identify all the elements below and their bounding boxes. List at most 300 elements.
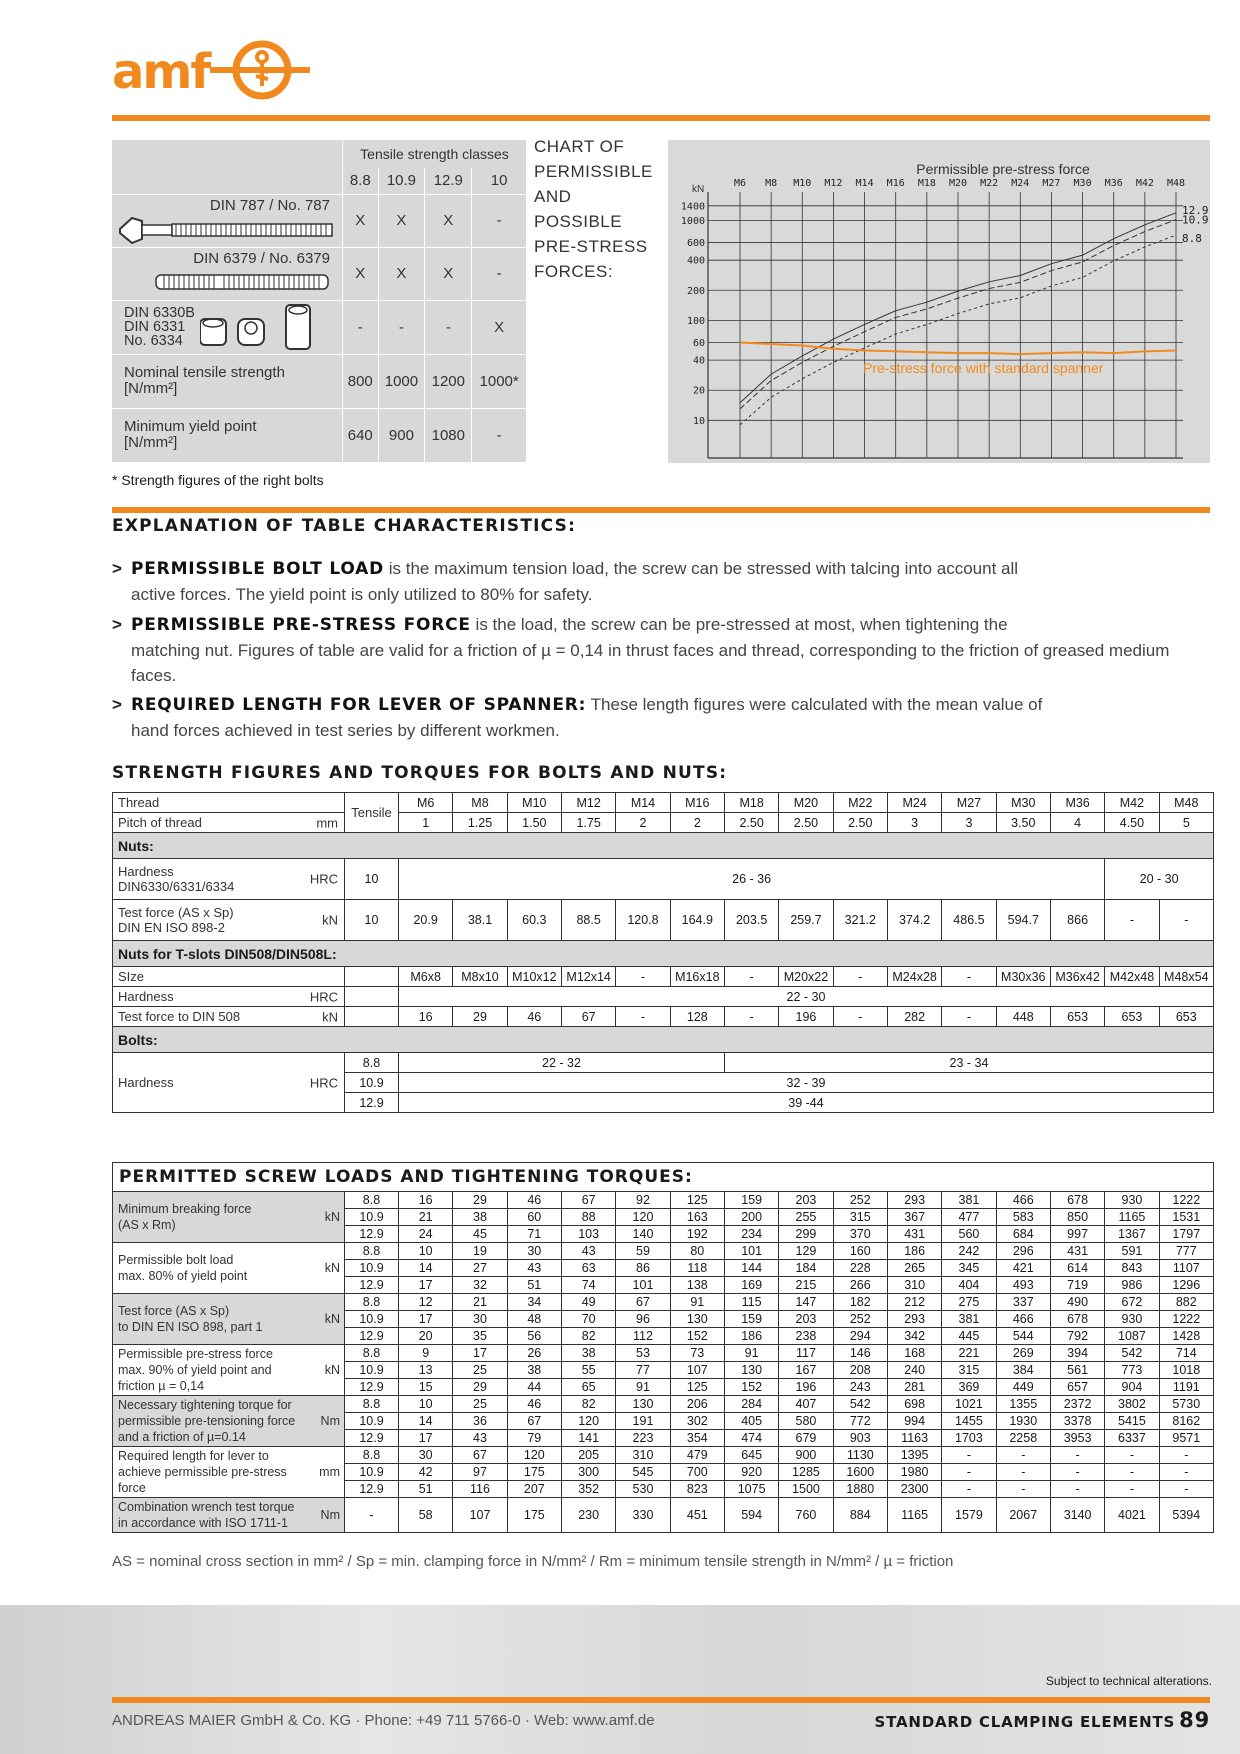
value-cell: 67 (616, 1294, 670, 1311)
din508-label: Test force to DIN 508 kN (113, 1007, 345, 1027)
value-cell: 184 (779, 1260, 833, 1277)
value-cell: 6337 (1105, 1430, 1159, 1447)
value-cell: 46 (507, 1192, 561, 1209)
value-cell: 672 (1105, 1294, 1159, 1311)
value-cell: 44 (507, 1379, 561, 1396)
value-cell: - (1105, 1464, 1159, 1481)
value-cell: 678 (1050, 1192, 1104, 1209)
value-cell: 138 (670, 1277, 724, 1294)
value-cell: 120 (561, 1413, 615, 1430)
class-cell: 10.9 (345, 1413, 399, 1430)
value-cell: 152 (724, 1379, 778, 1396)
value-cell: 337 (996, 1294, 1050, 1311)
value-cell: 234 (724, 1226, 778, 1243)
value-cell: 38 (561, 1345, 615, 1362)
value-cell: 1531 (1159, 1209, 1213, 1226)
strength-footnote: * Strength figures of the right bolts (112, 472, 324, 488)
value-cell: 14 (399, 1260, 453, 1277)
class-cell: 8.8 (345, 1192, 399, 1209)
value-cell: 82 (561, 1396, 615, 1413)
value-cell: 994 (887, 1413, 941, 1430)
value-cell: 15 (399, 1379, 453, 1396)
value-cell: 583 (996, 1209, 1050, 1226)
value-cell: 130 (670, 1311, 724, 1328)
value-cell: 449 (996, 1379, 1050, 1396)
value-cell: - (942, 1464, 996, 1481)
value-cell: 284 (724, 1396, 778, 1413)
row-min-yield: Minimum yield point [N/mm²] (112, 408, 343, 462)
x-tick-label: M42 (1135, 178, 1154, 189)
value-cell: 421 (996, 1260, 1050, 1277)
value-cell: 147 (779, 1294, 833, 1311)
class-cell: 12.9 (345, 1379, 399, 1396)
value-cell: 196 (779, 1379, 833, 1396)
value-cell: 29 (453, 1379, 507, 1396)
footer-rule (112, 1697, 1210, 1703)
value-cell: 21 (453, 1294, 507, 1311)
y-tick-label: 10 (692, 415, 705, 427)
value-cell: 117 (779, 1345, 833, 1362)
series-label: 10.9 (1182, 213, 1209, 227)
value-cell: 206 (670, 1396, 724, 1413)
value-cell: 352 (561, 1481, 615, 1498)
value-cell: 16 (399, 1192, 453, 1209)
class-cell: 8.8 (345, 1396, 399, 1413)
value-cell: 580 (779, 1413, 833, 1430)
amf-logo (110, 36, 310, 106)
value-cell: 777 (1159, 1243, 1213, 1260)
value-cell: 700 (670, 1464, 724, 1481)
nut-hardness-label: Hardness DIN6330/6331/6334 HRC (113, 859, 345, 900)
value-cell: 255 (779, 1209, 833, 1226)
footer-section: STANDARD CLAMPING ELEMENTS 89 (874, 1708, 1210, 1732)
value-cell: 212 (887, 1294, 941, 1311)
value-cell: 86 (616, 1260, 670, 1277)
table-row (113, 1498, 1214, 1533)
class-header: 8.8 (343, 168, 379, 194)
value-cell: 930 (1105, 1192, 1159, 1209)
value-cell: 1191 (1159, 1379, 1213, 1396)
value-cell: 17 (453, 1345, 507, 1362)
value-cell: 300 (561, 1464, 615, 1481)
tensile-class-table: Tensile strength classes 8.8 10.9 12.9 10 DIN 787 / No. 787 X X X - DIN 6379 / No. 6379 X X X - DIN 6330B DIN 6331 No. 6334 - - - X Nominal tensile strength [N/mm²] 800 1000 1200 1000* Minimum yield point [N/mm²] 640 900 1080 - (112, 140, 526, 462)
table-row (113, 1396, 1214, 1413)
value-cell: 159 (724, 1192, 778, 1209)
value-cell: 140 (616, 1226, 670, 1243)
value-cell: 1455 (942, 1413, 996, 1430)
value-cell: 792 (1050, 1328, 1104, 1345)
y-tick-label: 1000 (680, 215, 705, 227)
value-cell: 82 (561, 1328, 615, 1345)
value-cell: 594 (724, 1498, 778, 1533)
class-cell: 10.9 (345, 1464, 399, 1481)
value-cell: 315 (942, 1362, 996, 1379)
nut-test-label: Test force (AS x Sp) DIN EN ISO 898-2 kN (113, 900, 345, 941)
x-tick-label: M6 (733, 178, 747, 189)
value-cell: 843 (1105, 1260, 1159, 1277)
value-cell: 101 (616, 1277, 670, 1294)
value-cell: 101 (724, 1243, 778, 1260)
explanation-item: > PERMISSIBLE PRE-STRESS FORCE is the load, the screw can be pre-stressed at most, when tightening the matching nut. Figures of table are valid for a friction of µ = 0,14 in thrust faces and thread, corresponding to the friction of greased medium faces. (112, 615, 1170, 685)
value-cell: 9 (399, 1345, 453, 1362)
value-cell: 51 (507, 1277, 561, 1294)
value-cell: 930 (1105, 1311, 1159, 1328)
value-cell: 4021 (1105, 1498, 1159, 1533)
class-cell: 8.8 (345, 1447, 399, 1464)
value-cell: 59 (616, 1243, 670, 1260)
series-label: 8.8 (1182, 232, 1202, 246)
value-cell: 404 (942, 1277, 996, 1294)
row-group-label: Permissible bolt load max. 80% of yield point kN (113, 1243, 345, 1294)
value-cell: 55 (561, 1362, 615, 1379)
strength-table: Thread Tensile M6 M8 M10 M12 M14 M16 M18 M20 M22 M24 M27 M30 M36 M42 M48 Pitch of thread mm 1 1.25 1.50 1.75 2 2 2.50 2.50 2.50 3 3 3.50 4 4.50 5 Nuts: Hardness DIN6330/6331/6334 HRC 10 26 - 36 20 - 30 Test force (AS x Sp) DIN EN ISO 898-2 kN 10 20.9 38.1 60.3 88.5 120.8 164.9 203.5 259.7 321.2 374.2 486.5 594.7 866 - - Nuts for T-slots DIN508/DIN508L: SIze M6x8 M8x10 M10x12 M12x14 - M16x18 - M20x22 - M24x28 - M30x36 M36x42 M42x48 M48x54 Hardness HRC 22 - 30 Test force to DIN 508 kN 16 29 46 67 - 128 - 196 - 282 - 448 653 653 653 Bolts: Hardness HRC 8.8 22 - 32 23 - 34 10.9 32 - 39 12.9 39 -44 (112, 792, 1214, 1113)
table-row (113, 1345, 1214, 1362)
value-cell: 125 (670, 1192, 724, 1209)
table-row (113, 1243, 1214, 1260)
y-tick-label: 200 (686, 285, 705, 297)
value-cell: 91 (724, 1345, 778, 1362)
footer-company: ANDREAS MAIER GmbH & Co. KG · Phone: +49 711 5766-0 · Web: www.amf.de (112, 1712, 655, 1729)
value-cell: 354 (670, 1430, 724, 1447)
stud-6379-icon (154, 272, 334, 292)
value-cell: 17 (399, 1277, 453, 1294)
subject-note: Subject to technical alterations. (1045, 1674, 1212, 1688)
value-cell: 175 (507, 1498, 561, 1533)
value-cell: 381 (942, 1192, 996, 1209)
y-tick-label: 100 (686, 315, 705, 327)
class-cell: 12.9 (345, 1277, 399, 1294)
value-cell: - (1159, 1447, 1213, 1464)
value-cell: 1428 (1159, 1328, 1213, 1345)
value-cell: 203 (779, 1192, 833, 1209)
value-cell: 407 (779, 1396, 833, 1413)
x-tick-label: M36 (1104, 178, 1123, 189)
value-cell: 17 (399, 1311, 453, 1328)
value-cell: 88 (561, 1209, 615, 1226)
value-cell: 115 (724, 1294, 778, 1311)
y-tick-label: 20 (692, 385, 705, 397)
value-cell: 2372 (1050, 1396, 1104, 1413)
value-cell: 207 (507, 1481, 561, 1498)
value-cell: 252 (833, 1311, 887, 1328)
value-cell: 542 (1105, 1345, 1159, 1362)
value-cell: 208 (833, 1362, 887, 1379)
value-cell: 51 (399, 1481, 453, 1498)
y-tick-label: 600 (686, 238, 705, 250)
tslot-heading: Nuts for T-slots DIN508/DIN508L: (113, 941, 1214, 967)
value-cell: 760 (779, 1498, 833, 1533)
value-cell: 342 (887, 1328, 941, 1345)
row-group-label: Permissible pre-stress force max. 90% of yield point and friction µ = 0,14 kN (113, 1345, 345, 1396)
value-cell: 192 (670, 1226, 724, 1243)
value-cell: 71 (507, 1226, 561, 1243)
value-cell: 466 (996, 1192, 1050, 1209)
class-cell: 12.9 (345, 1226, 399, 1243)
x-tick-label: M20 (948, 178, 968, 189)
value-cell: 545 (616, 1464, 670, 1481)
value-cell: 186 (724, 1328, 778, 1345)
value-cell: 315 (833, 1209, 887, 1226)
value-cell: 30 (453, 1311, 507, 1328)
value-cell: 97 (453, 1464, 507, 1481)
strength-heading: STRENGTH FIGURES AND TORQUES FOR BOLTS AND NUTS: (112, 763, 728, 783)
row-nominal-tensile: Nominal tensile strength [N/mm²] (112, 354, 343, 408)
value-cell: 369 (942, 1379, 996, 1396)
value-cell: 200 (724, 1209, 778, 1226)
value-cell: 266 (833, 1277, 887, 1294)
value-cell: 293 (887, 1311, 941, 1328)
value-cell: 60 (507, 1209, 561, 1226)
logo-text: amf (112, 44, 210, 100)
value-cell: 21 (399, 1209, 453, 1226)
value-cell: 146 (833, 1345, 887, 1362)
value-cell: 657 (1050, 1379, 1104, 1396)
value-cell: 24 (399, 1226, 453, 1243)
value-cell: 445 (942, 1328, 996, 1345)
value-cell: 367 (887, 1209, 941, 1226)
value-cell: 67 (453, 1447, 507, 1464)
value-cell: 719 (1050, 1277, 1104, 1294)
value-cell: 698 (887, 1396, 941, 1413)
value-cell: 493 (996, 1277, 1050, 1294)
value-cell: 678 (1050, 1311, 1104, 1328)
value-cell: 269 (996, 1345, 1050, 1362)
value-cell: 43 (453, 1430, 507, 1447)
class-cell: 8.8 (345, 1243, 399, 1260)
value-cell: 63 (561, 1260, 615, 1277)
class-header: 12.9 (425, 168, 472, 194)
x-tick-label: M14 (855, 178, 874, 189)
value-cell: 42 (399, 1464, 453, 1481)
thread-label: Thread (113, 793, 345, 813)
value-cell: 230 (561, 1498, 615, 1533)
value-cell: 191 (616, 1413, 670, 1430)
value-cell: 30 (507, 1243, 561, 1260)
value-cell: 43 (507, 1260, 561, 1277)
x-tick-label: M16 (886, 178, 905, 189)
value-cell: 265 (887, 1260, 941, 1277)
value-cell: 14 (399, 1413, 453, 1430)
value-cell: 920 (724, 1464, 778, 1481)
value-cell: 302 (670, 1413, 724, 1430)
x-tick-label: M24 (1011, 178, 1030, 189)
value-cell: 903 (833, 1430, 887, 1447)
value-cell: 296 (996, 1243, 1050, 1260)
row-label: DIN 787 / No. 787 (209, 196, 330, 214)
value-cell: 884 (833, 1498, 887, 1533)
value-cell: 129 (779, 1243, 833, 1260)
tensile-classes-header: Tensile strength classes (343, 140, 527, 168)
value-cell: 490 (1050, 1294, 1104, 1311)
value-cell: 65 (561, 1379, 615, 1396)
value-cell: - (1050, 1481, 1104, 1498)
value-cell: 243 (833, 1379, 887, 1396)
value-cell: 34 (507, 1294, 561, 1311)
value-cell: 294 (833, 1328, 887, 1345)
value-cell: 882 (1159, 1294, 1213, 1311)
pitch-label: Pitch of thread mm (113, 813, 345, 833)
value-cell: 168 (887, 1345, 941, 1362)
value-cell: 80 (670, 1243, 724, 1260)
value-cell: 1930 (996, 1413, 1050, 1430)
value-cell: 1018 (1159, 1362, 1213, 1379)
class-header: 10.9 (378, 168, 425, 194)
table-row (113, 1294, 1214, 1311)
value-cell: 167 (779, 1362, 833, 1379)
row-group-label: Minimum breaking force (AS x Rm) kN (113, 1192, 345, 1243)
class-cell: 10.9 (345, 1311, 399, 1328)
x-tick-label: M18 (917, 178, 936, 189)
value-cell: 36 (453, 1413, 507, 1430)
value-cell: 5394 (1159, 1498, 1213, 1533)
y-tick-label: 40 (692, 355, 705, 367)
value-cell: 120 (616, 1209, 670, 1226)
value-cell: 451 (670, 1498, 724, 1533)
value-cell: 152 (670, 1328, 724, 1345)
value-cell: 73 (670, 1345, 724, 1362)
value-cell: 431 (887, 1226, 941, 1243)
value-cell: 2258 (996, 1430, 1050, 1447)
class-cell: 10.9 (345, 1209, 399, 1226)
value-cell: 1222 (1159, 1311, 1213, 1328)
value-cell: 30 (399, 1447, 453, 1464)
explanation-heading: EXPLANATION OF TABLE CHARACTERISTICS: (112, 516, 577, 536)
value-cell: 77 (616, 1362, 670, 1379)
value-cell: 904 (1105, 1379, 1159, 1396)
value-cell: 530 (616, 1481, 670, 1498)
value-cell: 986 (1105, 1277, 1159, 1294)
value-cell: 205 (561, 1447, 615, 1464)
class-cell: 10.9 (345, 1260, 399, 1277)
value-cell: 466 (996, 1311, 1050, 1328)
value-cell: 74 (561, 1277, 615, 1294)
value-cell: 474 (724, 1430, 778, 1447)
value-cell: 45 (453, 1226, 507, 1243)
value-cell: 1222 (1159, 1192, 1213, 1209)
chart-caption: CHART OF PERMISSIBLE AND POSSIBLE PRE-STRESS FORCES: (534, 137, 653, 281)
value-cell: 5730 (1159, 1396, 1213, 1413)
class-cell: 8.8 (345, 1294, 399, 1311)
value-cell: 252 (833, 1192, 887, 1209)
nuts-heading: Nuts: (113, 833, 1214, 859)
value-cell: - (1159, 1464, 1213, 1481)
class-cell: 12.9 (345, 1430, 399, 1447)
value-cell: - (996, 1481, 1050, 1498)
value-cell: 275 (942, 1294, 996, 1311)
value-cell: - (1159, 1481, 1213, 1498)
bolt-787-icon (118, 215, 334, 245)
value-cell: 159 (724, 1311, 778, 1328)
value-cell: 3378 (1050, 1413, 1104, 1430)
value-cell: 1367 (1105, 1226, 1159, 1243)
value-cell: 1395 (887, 1447, 941, 1464)
table-row (113, 1192, 1214, 1209)
value-cell: - (996, 1464, 1050, 1481)
value-cell: 1107 (1159, 1260, 1213, 1277)
value-cell: 221 (942, 1345, 996, 1362)
value-cell: 10 (399, 1243, 453, 1260)
row-din6330 (112, 300, 343, 354)
value-cell: 850 (1050, 1209, 1104, 1226)
value-cell: 1797 (1159, 1226, 1213, 1243)
value-cell: 560 (942, 1226, 996, 1243)
x-tick-label: M48 (1166, 178, 1186, 189)
value-cell: 1880 (833, 1481, 887, 1498)
value-cell: 3953 (1050, 1430, 1104, 1447)
value-cell: 614 (1050, 1260, 1104, 1277)
value-cell: 479 (670, 1447, 724, 1464)
screw-loads-heading: PERMITTED SCREW LOADS AND TIGHTENING TORQUES: (113, 1163, 1214, 1192)
row-label: DIN 6379 / No. 6379 (193, 249, 330, 267)
table-row (113, 1447, 1214, 1464)
value-cell: 29 (453, 1192, 507, 1209)
class-cell: 10.9 (345, 1362, 399, 1379)
value-cell: 43 (561, 1243, 615, 1260)
value-cell: 542 (833, 1396, 887, 1413)
value-cell: 215 (779, 1277, 833, 1294)
row-group-label: Combination wrench test torque in accordance with ISO 1711-1 Nm (113, 1498, 345, 1533)
row-din787 (112, 194, 343, 247)
value-cell: 561 (1050, 1362, 1104, 1379)
value-cell: 46 (507, 1396, 561, 1413)
value-cell: 107 (453, 1498, 507, 1533)
value-cell: 107 (670, 1362, 724, 1379)
value-cell: 67 (507, 1413, 561, 1430)
tensile-label: Tensile (345, 793, 399, 833)
value-cell: 714 (1159, 1345, 1213, 1362)
value-cell: 281 (887, 1379, 941, 1396)
value-cell: 19 (453, 1243, 507, 1260)
value-cell: 163 (670, 1209, 724, 1226)
value-cell: 1087 (1105, 1328, 1159, 1345)
value-cell: 900 (779, 1447, 833, 1464)
value-cell: 2300 (887, 1481, 941, 1498)
value-cell: 79 (507, 1430, 561, 1447)
value-cell: - (1105, 1481, 1159, 1498)
value-cell: 203 (779, 1311, 833, 1328)
x-tick-label: M27 (1042, 178, 1061, 189)
value-cell: 1075 (724, 1481, 778, 1498)
value-cell: 997 (1050, 1226, 1104, 1243)
value-cell: 645 (724, 1447, 778, 1464)
value-cell: 35 (453, 1328, 507, 1345)
value-cell: 48 (507, 1311, 561, 1328)
section-rule (112, 507, 1210, 513)
value-cell: - (1050, 1464, 1104, 1481)
value-cell: 242 (942, 1243, 996, 1260)
value-cell: 125 (670, 1379, 724, 1396)
value-cell: 1980 (887, 1464, 941, 1481)
x-tick-label: M12 (824, 178, 843, 189)
value-cell: 3140 (1050, 1498, 1104, 1533)
class-header: 10 (472, 168, 526, 194)
value-cell: 20 (399, 1328, 453, 1345)
value-cell: 1165 (1105, 1209, 1159, 1226)
value-cell: 175 (507, 1464, 561, 1481)
y-tick-label: 60 (692, 338, 705, 350)
value-cell: 144 (724, 1260, 778, 1277)
value-cell: 67 (561, 1192, 615, 1209)
value-cell: 10 (399, 1396, 453, 1413)
value-cell: 118 (670, 1260, 724, 1277)
class-cell: 8.8 (345, 1345, 399, 1362)
value-cell: 186 (887, 1243, 941, 1260)
value-cell: 310 (616, 1447, 670, 1464)
value-cell: 70 (561, 1311, 615, 1328)
y-tick-label: 1400 (680, 201, 705, 213)
chart-annotation: Pre-stress force with standard spanner (863, 360, 1104, 376)
value-cell: 330 (616, 1498, 670, 1533)
